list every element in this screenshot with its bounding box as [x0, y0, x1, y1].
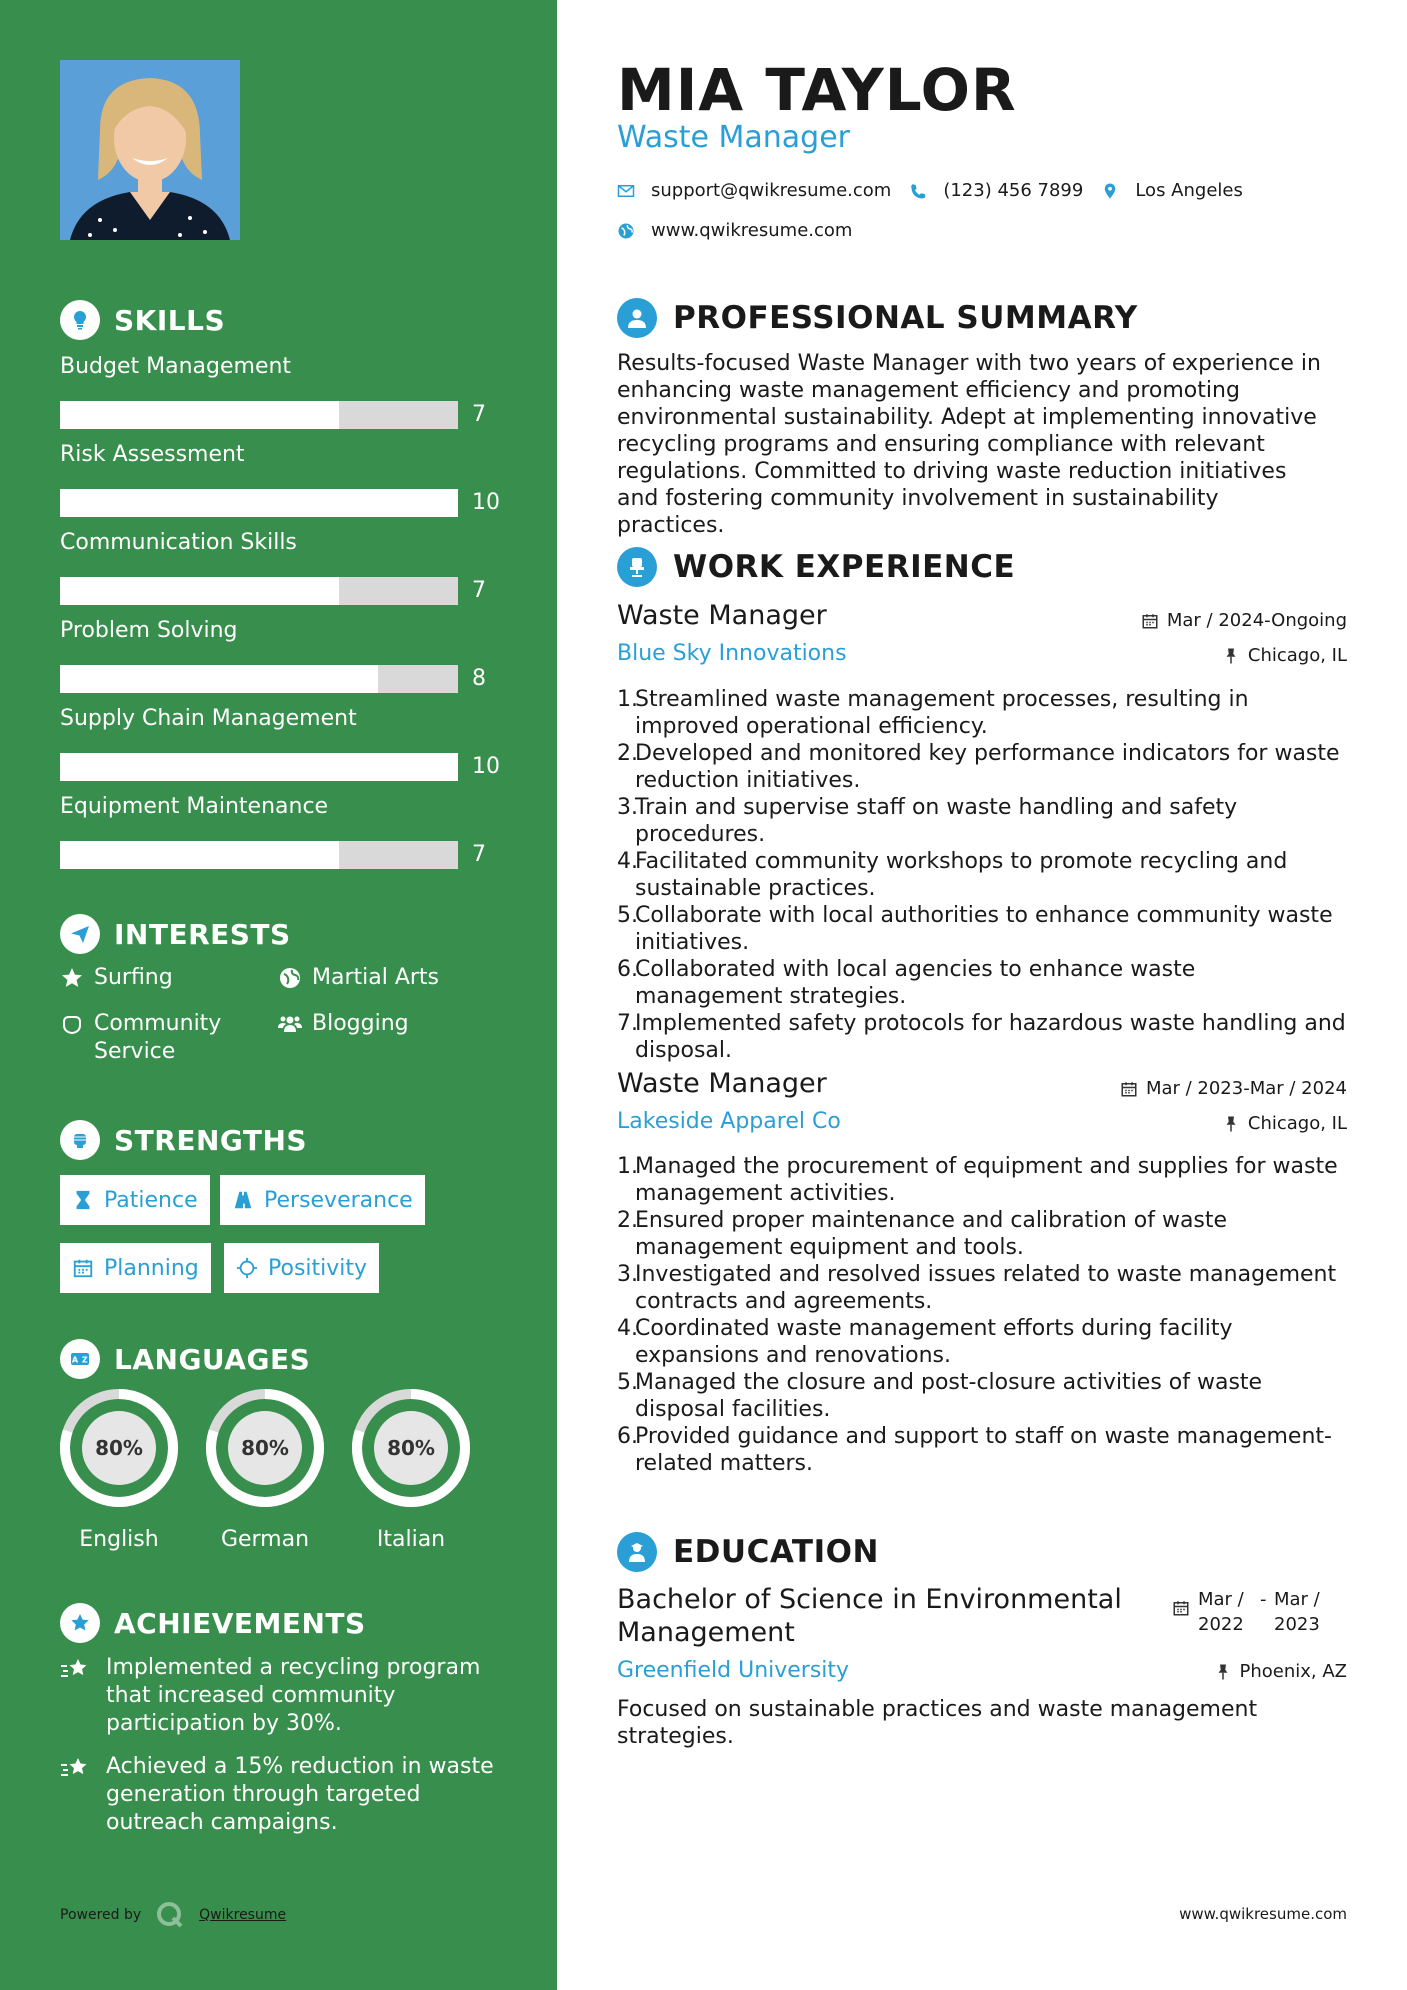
summary-text: Results-focused Waste Manager with two years of experience in enhancing waste management efficiency and promoting environmental sustainability. Adept at implementing innovative recycling programs and ensuring compliance with relevant regulations. Committed to driving waste reduction initiatives and fostering community involvement in sustainability practices.	[617, 351, 1321, 538]
profile-photo	[60, 60, 240, 240]
shooting-star-icon	[60, 1654, 90, 1684]
contact-row-2	[617, 220, 870, 241]
shooting-star-icon	[60, 1753, 90, 1783]
interest-item	[60, 1010, 250, 1066]
skill-value: 7	[472, 578, 486, 603]
school-name: Greenfield University	[617, 1658, 850, 1683]
lightbulb-icon	[60, 300, 100, 340]
job-bullet: 1. Streamlined waste management processes, resulting in improved operational efficiency.	[617, 687, 1249, 739]
skill-item	[60, 353, 500, 427]
job-bullet: 5. Managed the closure and post-closure activities of waste disposal facilities.	[617, 1370, 1263, 1422]
skill-item	[60, 793, 500, 867]
job-bullet: 5. Collaborate with local authorities to enhance community waste initiatives.	[617, 903, 1333, 955]
contact-phone[interactable]	[909, 180, 1083, 201]
skill-bar	[60, 665, 458, 693]
user-icon	[617, 298, 657, 338]
sun-icon	[236, 1257, 258, 1279]
website-text: www.qwikresume.com	[651, 220, 853, 241]
achievement-text: Implemented a recycling program that increased community participation by 30%.	[106, 1655, 481, 1736]
languages-heading	[60, 1339, 310, 1379]
graduate-icon	[617, 1532, 657, 1572]
job-location-text: Chicago, IL	[1247, 645, 1347, 666]
svg-text:A Z: A Z	[71, 1355, 89, 1365]
strength-label: Patience	[104, 1187, 198, 1213]
skill-bar	[60, 577, 458, 605]
office-chair-icon	[617, 547, 657, 587]
skill-item	[60, 705, 500, 779]
language-ring	[204, 1387, 326, 1509]
language-name: English	[79, 1527, 159, 1552]
strength-label: Planning	[104, 1255, 199, 1281]
globe-icon	[617, 222, 635, 240]
interest-label: Martial Arts	[312, 965, 440, 990]
skill-bar	[60, 489, 458, 517]
job-bullet: 2. Ensured proper maintenance and calibration of waste management equipment and tools.	[617, 1208, 1228, 1260]
job-date-text: Mar / 2023-Mar / 2024	[1145, 1078, 1347, 1099]
language-name: German	[220, 1527, 310, 1552]
job-bullet: 1. Managed the procurement of equipment and supplies for waste management activities.	[617, 1154, 1338, 1206]
interests-title: INTERESTS	[114, 917, 291, 951]
achievement-item	[60, 1654, 500, 1738]
contact-email[interactable]	[617, 180, 891, 201]
experience-heading	[617, 547, 1015, 587]
candidate-name: MIA TAYLOR	[617, 56, 1017, 124]
language-item	[58, 1387, 180, 1552]
skill-bar-fill	[60, 841, 339, 869]
sidebar	[0, 0, 557, 1990]
job-date	[1141, 610, 1347, 631]
skill-value: 8	[472, 666, 486, 691]
language-item	[204, 1387, 326, 1552]
skill-name: Supply Chain Management	[60, 706, 357, 731]
skill-value: 7	[472, 842, 486, 867]
skill-value: 10	[472, 490, 500, 515]
contact-location	[1101, 180, 1243, 201]
job-company: Blue Sky Innovations	[617, 641, 847, 666]
achievements-title: ACHIEVEMENTS	[114, 1606, 366, 1640]
skills-heading	[60, 300, 225, 340]
education-title: EDUCATION	[673, 1534, 879, 1570]
heart-hand-icon	[60, 1012, 84, 1036]
contact-row	[617, 180, 1261, 201]
calendar-icon	[1172, 1599, 1190, 1617]
strength-label: Perseverance	[264, 1187, 413, 1213]
skill-bar	[60, 401, 458, 429]
skill-name: Equipment Maintenance	[60, 794, 329, 819]
strengths-title: STRENGTHS	[114, 1123, 308, 1157]
skill-item	[60, 617, 500, 691]
skill-bar	[60, 753, 458, 781]
skill-name: Problem Solving	[60, 618, 238, 643]
language-percent: 80%	[387, 1436, 435, 1460]
candidate-role: Waste Manager	[617, 120, 851, 155]
job-bullet: 4. Coordinated waste management efforts during facility expansions and renovations.	[617, 1316, 1233, 1368]
strengths-heading	[60, 1120, 307, 1160]
brand-link[interactable]: Qwikresume	[199, 1907, 287, 1923]
job-bullets	[617, 1153, 1347, 1477]
job-bullet: 7. Implemented safety protocols for hazardous waste handling and disposal.	[617, 1011, 1346, 1063]
job-bullet: 6. Collaborated with local agencies to enhance waste management strategies.	[617, 957, 1196, 1009]
interest-label: Community Service	[94, 1011, 222, 1064]
school-location	[1214, 1661, 1348, 1682]
interest-label: Surfing	[94, 965, 173, 990]
languages-title: LANGUAGES	[114, 1342, 311, 1376]
job-bullets	[617, 686, 1347, 1064]
job-bullet: 3. Investigated and resolved issues related to waste management contracts and agreements.	[617, 1262, 1337, 1314]
skill-name: Budget Management	[60, 354, 292, 379]
job-title: Waste Manager	[617, 600, 827, 631]
language-ring	[58, 1387, 180, 1509]
skill-bar	[60, 841, 458, 869]
skill-name: Communication Skills	[60, 530, 297, 555]
job-bullet: 6. Provided guidance and support to staff on waste management-related matters.	[617, 1424, 1332, 1476]
experience-title: WORK EXPERIENCE	[673, 549, 1016, 585]
fist-icon	[60, 1120, 100, 1160]
achievements-heading	[60, 1603, 366, 1643]
strength-tag	[224, 1243, 379, 1293]
skill-bar-fill	[60, 489, 458, 517]
job-location	[1222, 645, 1347, 666]
hourglass-icon	[72, 1189, 94, 1211]
language-percent: 80%	[95, 1436, 143, 1460]
translate-icon	[60, 1339, 100, 1379]
pushpin-icon	[1214, 1663, 1232, 1681]
interest-item	[60, 964, 173, 992]
skill-name: Risk Assessment	[60, 442, 245, 467]
education-dates: Mar / 2022 - Mar / 2023	[1172, 1587, 1336, 1637]
summary-heading	[617, 298, 1138, 338]
strength-label: Positivity	[268, 1255, 368, 1281]
skill-bar-fill	[60, 665, 378, 693]
calendar-icon	[1141, 612, 1159, 630]
education-end: Mar / 2023	[1274, 1589, 1320, 1635]
skill-bar-fill	[60, 577, 339, 605]
achievement-text: Achieved a 15% reduction in waste generation through targeted outreach campaigns.	[106, 1754, 494, 1835]
pushpin-icon	[1222, 647, 1240, 665]
job-company: Lakeside Apparel Co	[617, 1109, 841, 1134]
pushpin-icon	[1222, 1115, 1240, 1133]
education-description: Focused on sustainable practices and waste management strategies.	[617, 1697, 1258, 1749]
language-percent: 80%	[241, 1436, 289, 1460]
phone-icon	[909, 182, 927, 200]
paper-plane-icon	[60, 914, 100, 954]
language-ring	[350, 1387, 472, 1509]
skill-bar-fill	[60, 753, 458, 781]
skills-title: SKILLS	[114, 303, 226, 337]
group-icon	[278, 1012, 302, 1036]
skill-value: 7	[472, 402, 486, 427]
education-heading	[617, 1532, 879, 1572]
footer-url[interactable]: www.qwikresume.com	[1179, 1905, 1347, 1923]
email-text: support@qwikresume.com	[651, 180, 892, 201]
globe-icon	[278, 966, 302, 990]
job-bullet: 3. Train and supervise staff on waste handling and safety procedures.	[617, 795, 1238, 847]
education-start: Mar / 2022	[1198, 1589, 1244, 1635]
strength-tag	[60, 1175, 210, 1225]
skill-bar-fill	[60, 401, 339, 429]
interest-item	[278, 964, 439, 992]
powered-by	[60, 1900, 286, 1930]
interest-item	[278, 1010, 409, 1038]
qwikresume-logo-icon	[155, 1900, 185, 1930]
location-text: Los Angeles	[1135, 180, 1243, 201]
skill-item	[60, 529, 500, 603]
language-item	[350, 1387, 472, 1552]
powered-by-label: Powered by	[60, 1907, 142, 1923]
degree-title: Bachelor of Science in Environmental Management	[617, 1584, 1122, 1648]
contact-website[interactable]	[617, 220, 852, 241]
job-location	[1222, 1113, 1347, 1134]
strength-tag	[60, 1243, 211, 1293]
road-icon	[232, 1189, 254, 1211]
achievement-item	[60, 1753, 500, 1837]
interest-label: Blogging	[312, 1011, 409, 1036]
job-bullet: 2. Developed and monitored key performance indicators for waste reduction initiatives.	[617, 741, 1340, 793]
strength-tag	[220, 1175, 425, 1225]
star-icon	[60, 966, 84, 990]
language-name: Italian	[376, 1527, 446, 1552]
summary-title: PROFESSIONAL SUMMARY	[673, 300, 1138, 336]
job-bullet: 4. Facilitated community workshops to promote recycling and sustainable practices.	[617, 849, 1288, 901]
calendar-icon	[1120, 1080, 1138, 1098]
phone-text: (123) 456 7899	[943, 180, 1084, 201]
skill-item	[60, 441, 500, 515]
skill-value: 10	[472, 754, 500, 779]
job-location-text: Chicago, IL	[1247, 1113, 1347, 1134]
envelope-icon	[617, 182, 635, 200]
job-date	[1120, 1078, 1347, 1099]
school-location-text: Phoenix, AZ	[1239, 1661, 1347, 1682]
map-pin-icon	[1101, 182, 1119, 200]
job-title: Waste Manager	[617, 1068, 827, 1099]
star-badge-icon	[60, 1603, 100, 1643]
calendar-icon	[72, 1257, 94, 1279]
interests-heading	[60, 914, 291, 954]
job-date-text: Mar / 2024-Ongoing	[1166, 610, 1347, 631]
